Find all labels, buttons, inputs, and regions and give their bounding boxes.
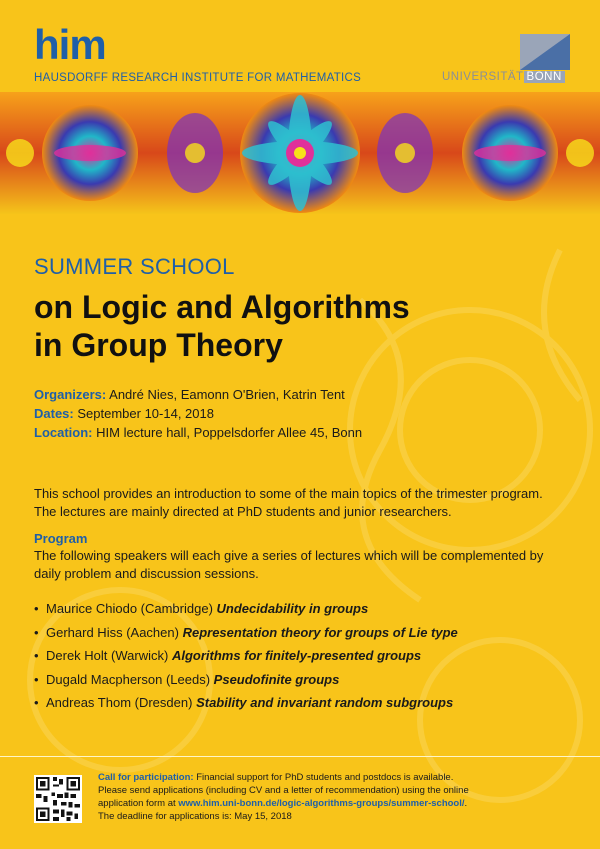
cfp-line-2: Please send applications (including CV and a letter of recommendation) using the online: [98, 785, 469, 796]
list-item: [34, 647, 458, 671]
dates-row: [34, 404, 362, 423]
list-item: [34, 600, 458, 624]
talk-title: Representation theory for groups of Lie type: [182, 624, 458, 640]
university-bonn-logo: [520, 34, 570, 70]
title-line-2: in Group Theory: [34, 327, 283, 364]
university-prefix: UNIVERSITÄT: [442, 71, 524, 83]
program-heading: Program: [34, 531, 88, 546]
speaker-list: [34, 600, 458, 718]
program-description: The following speakers will each give a series of lectures which will be complemented by daily problem and discussion sessions.: [34, 548, 544, 581]
title-line-1: on Logic and Algorithms: [34, 289, 410, 325]
location-row: [34, 423, 362, 442]
cfp-line-3-prefix: application form at: [98, 798, 176, 809]
talk-title: Undecidability in groups: [216, 601, 369, 616]
header: [0, 0, 600, 92]
him-logo: him: [34, 21, 106, 68]
organizers-label: Organizers:: [34, 387, 107, 402]
list-item: [34, 671, 458, 695]
event-type: SUMMER SCHOOL: [34, 254, 235, 279]
talk-title: Stability and invariant random subgroups: [196, 695, 454, 710]
application-link[interactable]: www.him.uni-bonn.de/logic-algorithms-groups/summer-school/: [178, 798, 465, 809]
cfp-line-3-suffix: .: [464, 798, 468, 809]
talk-title: Algorithms for finitely-presented groups: [171, 648, 422, 663]
speaker-name: Maurice Chiodo (Cambridge): [46, 601, 213, 616]
call-for-participation: [98, 771, 578, 823]
institute-name: HAUSDORFF RESEARCH INSTITUTE FOR MATHEMATICS: [34, 72, 362, 84]
speaker-name: Gerhard Hiss (Aachen): [46, 624, 179, 640]
talk-title: Pseudofinite groups: [213, 671, 340, 687]
cfp-line-1-text: Financial support for PhD students and postdocs is available.: [196, 772, 454, 783]
qr-code-icon[interactable]: [34, 775, 82, 823]
location-value: HIM lecture hall, Poppelsdorfer Allee 45, Bonn: [96, 425, 363, 440]
organizers-row: [34, 385, 362, 404]
university-bonn: BONN: [524, 71, 565, 83]
intro-paragraph: This school provides an introduction to some of the main topics of the trimester program. The lectures are mainly directed at PhD students and junior researchers.: [34, 486, 543, 519]
speaker-name: Dugald Macpherson (Leeds): [46, 671, 211, 687]
page-title: [34, 288, 410, 365]
cfp-line-3: [98, 797, 578, 810]
cfp-line-1: [98, 771, 578, 784]
dates-value: September 10-14, 2018: [77, 406, 214, 421]
list-item: [34, 624, 458, 648]
bullet: •: [34, 648, 39, 663]
location-label: Location:: [34, 425, 93, 440]
cfp-label: Call for participation:: [98, 772, 194, 783]
bullet: •: [34, 671, 39, 687]
speaker-name: Derek Holt (Warwick): [46, 648, 169, 663]
event-details: [34, 385, 362, 442]
bullet: •: [34, 624, 39, 640]
speaker-name: Andreas Thom (Dresden): [46, 695, 193, 710]
organizers-value: André Nies, Eamonn O'Brien, Katrin Tent: [109, 387, 345, 402]
bullet: •: [34, 695, 39, 710]
university-name: [442, 71, 565, 83]
bullet: •: [34, 601, 39, 616]
footer-divider: [0, 756, 600, 757]
dates-label: Dates:: [34, 406, 74, 421]
list-item: [34, 694, 458, 718]
fractal-banner-image: [0, 92, 600, 214]
cfp-deadline: The deadline for applications is: May 15, 2018: [98, 811, 292, 822]
